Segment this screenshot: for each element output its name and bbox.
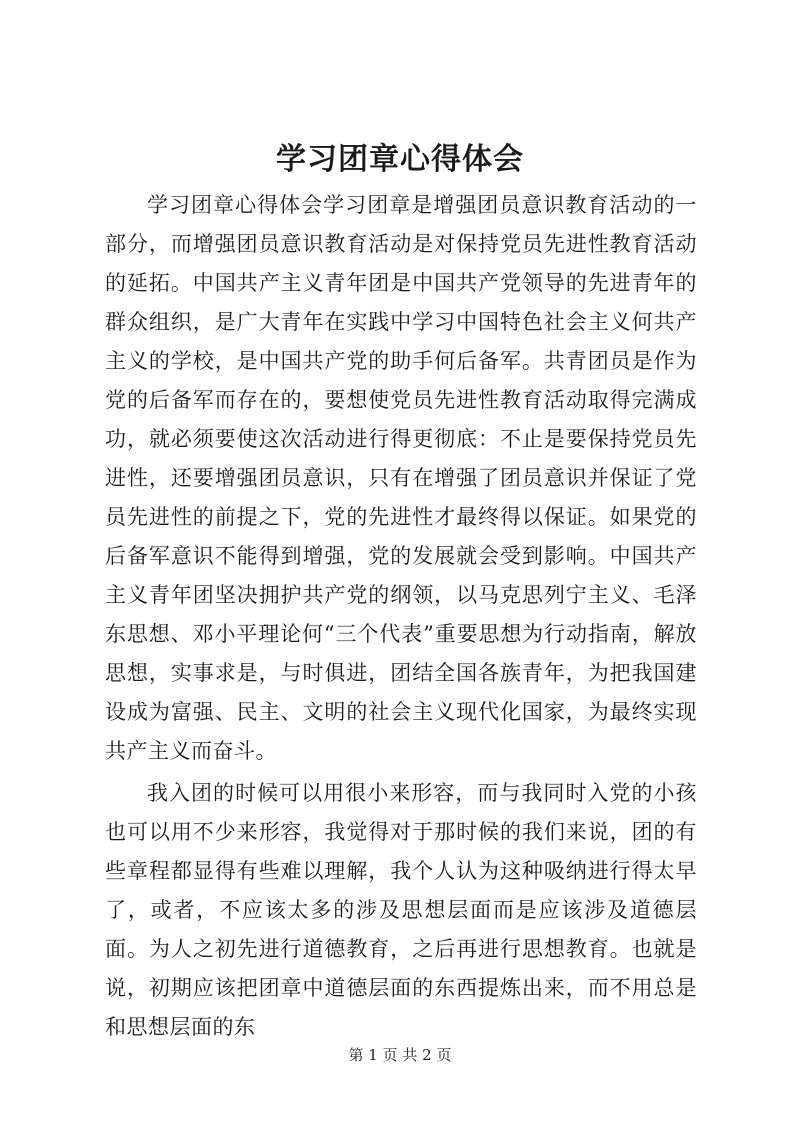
- paragraph: 学习团章心得体会学习团章是增强团员意识教育活动的一部分，而增强团员意识教育活动是对保持党员先进性教育活动的延拓。中国共产主义青年团是中国共产党领导的先进青年的群众组织，是广大青年在实践中学习中国特色社会主义何共产主义的学校，是中国共产党的助手何后备军。共青团员是作为党的后备军而存在的，要想使党员先进性教育活动取得完满成功，就必须要使这次活动进行得更彻底：不止是要保持党员先进性，还要增强团员意识，只有在增强了团员意识并保证了党员先进性的前提之下，党的先进性才最终得以保证。如果党的后备军意识不能得到增强，党的发展就会受到影响。中国共产主义青年团坚决拥护共产党的纲领，以马克思列宁主义、毛泽东思想、邓小平理论何“三个代表”重要思想为行动指南，解放思想，实事求是，与时俱进，团结全国各族青年，为把我国建设成为富强、民主、文明的社会主义现代化国家，为最终实现共产主义而奋斗。: [105, 193, 697, 763]
- document-body: [105, 186, 697, 1050]
- page-footer: 第 1 页 共 2 页: [348, 1046, 452, 1064]
- page-title: 学习团章心得体会: [276, 142, 524, 177]
- paragraph: 我入团的时候可以用很小来形容，而与我同时入党的小孩也可以用不少来形容，我觉得对于那时候的我们来说，团的有些章程都显得有些难以理解，我个人认为这种吸纳进行得太早了，或者，不应该太多的涉及思想层面而是应该涉及道德层面。为人之初先进行道德教育，之后再进行思想教育。也就是说，初期应该把团章中道德层面的东西提炼出来，而不用总是和思想层面的东: [105, 781, 697, 1039]
